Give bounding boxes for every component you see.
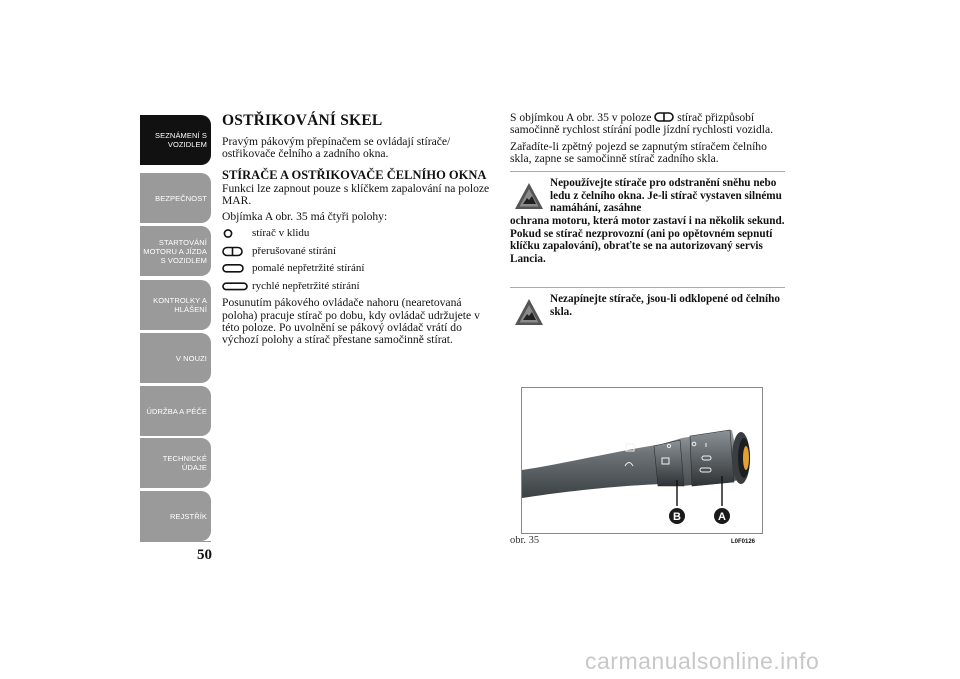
warning-lead-text: Nepoužívejte stírače pro odstranění sněhu nebo ledu z čelního okna. Je-li stírač vystaven silnému namáhání, zasáhne [550, 177, 782, 215]
warning-text-raised [510, 293, 785, 318]
section-title: OSTŘIKOVÁNÍ SKEL [222, 112, 383, 129]
figure-wiper-stalk [521, 387, 763, 534]
list-item [222, 227, 492, 240]
callout-b-label: B [673, 511, 681, 523]
intro-paragraph: Pravým pákovým přepínačem se ovládají stírače/ ostřikovače čelního a zadního okna. [222, 135, 451, 161]
warning-text-snow [510, 177, 785, 265]
figure-code: L0F0126 [731, 539, 756, 545]
tab-technicke-udaje[interactable]: TECHNICKÉ ÚDAJE [140, 438, 211, 488]
paragraph-ignition: Funkci lze zapnout pouze s klíčkem zapalování na poloze MAR. [222, 181, 490, 207]
list-item [222, 262, 492, 275]
paragraph-reverse: Zařadíte-li zpětný pojezd se zapnutým stíračem čelního skla, zapne se samočinně stírač zadního skla. [510, 139, 767, 165]
paragraph-positions-intro: Objímka A obr. 35 má čtyři polohy: [222, 210, 388, 224]
subsection-title: STÍRAČE A OSTŘIKOVAČE ČELNÍHO OKNA [222, 167, 487, 182]
wiper-position-list [222, 227, 492, 292]
page-number: 50 [197, 547, 212, 563]
paragraph-momentary: Posunutím pákového ovládače nahoru (nearetovaná poloha) pracuje stírač po dobu, kdy ovládač udržujete v této poloze. Po uvolnění se pákový ovládač vrátí do výchozí polohy a stírač přestane samočinně stírat. [222, 296, 480, 347]
tab-v-nouzi[interactable]: V NOUZI [140, 333, 211, 383]
list-item [222, 245, 492, 258]
position-label: pomalé nepřetržité stírání [252, 262, 365, 275]
wiper-intermittent-icon [222, 246, 250, 257]
wiper-slow-icon [222, 263, 250, 274]
wiper-stalk-illustration [522, 388, 762, 533]
watermark: carmanualsonline.info [585, 648, 820, 674]
warning-raised-text: Nezapínejte stírače, jsou-li odklopené od čelního skla. [550, 293, 780, 318]
tab-seznameni-s-vozidlem[interactable]: SEZNÁMENÍ S VOZIDLEM [140, 115, 211, 165]
wiper-off-icon [222, 228, 250, 239]
tab-startovani[interactable]: STARTOVÁNÍ MOTORU A JÍZDA S VOZIDLEM [140, 226, 211, 276]
warning-box-snow [510, 171, 785, 282]
sidebar-divider [140, 541, 211, 542]
position-label: přerušované stírání [252, 244, 336, 257]
callout-a-label: A [718, 511, 726, 523]
warning-triangle-icon [514, 182, 544, 210]
left-column [222, 112, 492, 351]
wiper-fast-icon [222, 281, 250, 292]
auto-mode-text-end: stírač přizpůsobí samočinně rychlost stírání podle jízdní rychlosti vozidla. [510, 111, 774, 137]
warning-rest-text: ochrana motoru, která motor zastaví i na několik sekund. Pokud se stírač nezprovozní (ani po opětovném sepnutí klíčku zapalování), obraťte se na autorizovaný servis Lancia. [510, 214, 785, 265]
tab-rejstrik[interactable]: REJSTŘÍK [140, 491, 211, 541]
figure-caption: obr. 35 [510, 535, 540, 546]
position-label: stírač v klidu [252, 227, 310, 240]
wiper-intermittent-icon [654, 112, 674, 122]
tab-bezpecnost[interactable]: BEZPEČNOST [140, 173, 211, 223]
tab-kontrolky[interactable]: KONTROLKY A HLÁŠENÍ [140, 280, 211, 330]
tab-udrzba[interactable]: ÚDRŽBA A PÉČE [140, 386, 211, 436]
auto-mode-text-start: S objímkou A obr. 35 v poloze [510, 111, 652, 124]
warning-box-raised [510, 287, 785, 318]
list-item [222, 280, 492, 293]
warning-triangle-icon [514, 298, 544, 326]
right-column [510, 112, 785, 318]
position-label: rychlé nepřetržité stírání [252, 279, 360, 292]
paragraph-auto-mode [510, 112, 785, 137]
